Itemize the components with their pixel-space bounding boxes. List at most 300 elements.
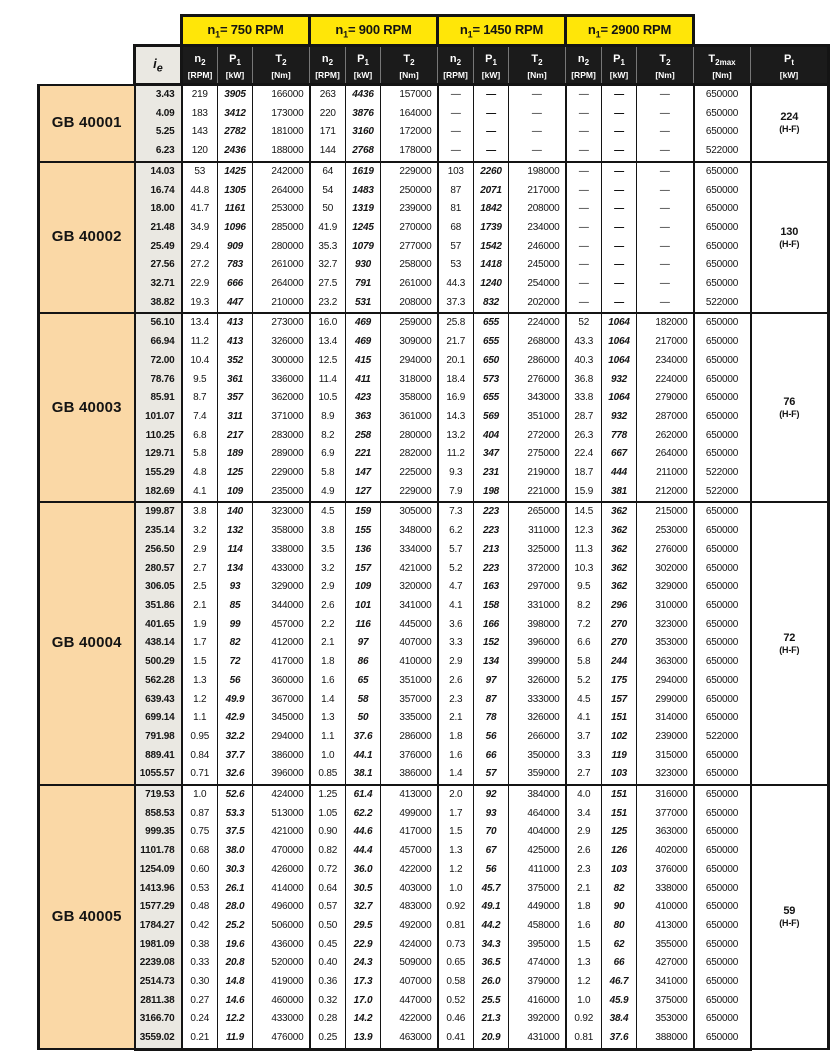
cell-t2max: 650000 xyxy=(694,275,751,294)
t2-900rpm-symbol: $T_2$ xyxy=(403,53,415,68)
table-row xyxy=(39,973,829,992)
cell-pt xyxy=(751,502,829,785)
cell-p1: 56 xyxy=(474,861,509,880)
t2-2900rpm-unit: [Nm] xyxy=(655,69,675,80)
cell-ie: 3559.02 xyxy=(135,1029,182,1049)
cell-n2: 0.30 xyxy=(182,973,218,992)
cell-p1: 32.6 xyxy=(218,765,253,785)
cell-p1: 151 xyxy=(602,709,637,728)
cell-n2: 1.4 xyxy=(310,691,346,710)
cell-p1: 45.7 xyxy=(474,880,509,899)
cell-p1: 3412 xyxy=(218,105,253,124)
cell-t2: 338000 xyxy=(637,880,694,899)
cell-ie: 256.50 xyxy=(135,541,182,560)
cell-p1: — xyxy=(602,294,637,314)
cell-n2: 5.8 xyxy=(566,653,602,672)
table-row xyxy=(39,653,829,672)
cell-n2: 26.3 xyxy=(566,427,602,446)
table-row xyxy=(39,238,829,257)
cell-p1: 1079 xyxy=(346,238,381,257)
cell-t2: 431000 xyxy=(509,1029,566,1049)
cell-n2: 20.1 xyxy=(438,352,474,371)
cell-t2: 229000 xyxy=(381,162,438,182)
cell-t2: 396000 xyxy=(509,634,566,653)
cell-t2: 326000 xyxy=(253,333,310,352)
cell-t2max: 650000 xyxy=(694,85,751,105)
cell-t2: 315000 xyxy=(637,747,694,766)
cell-ie: 2239.08 xyxy=(135,954,182,973)
cell-p1: 119 xyxy=(602,747,637,766)
cell-p1: 56 xyxy=(474,728,509,747)
cell-n2: 41.9 xyxy=(310,219,346,238)
cell-p1: 157 xyxy=(346,560,381,579)
table-row xyxy=(39,464,829,483)
cell-t2: 166000 xyxy=(253,85,310,105)
cell-t2: 410000 xyxy=(637,898,694,917)
cell-p1: 97 xyxy=(346,634,381,653)
t2-900rpm-unit: [Nm] xyxy=(399,69,419,80)
cell-t2: 399000 xyxy=(509,653,566,672)
cell-t2: 375000 xyxy=(509,880,566,899)
cell-p1: 2260 xyxy=(474,162,509,182)
cell-n2: 0.27 xyxy=(182,992,218,1011)
cell-p1: 125 xyxy=(218,464,253,483)
cell-p1: 82 xyxy=(218,634,253,653)
cell-t2max: 650000 xyxy=(694,371,751,390)
cell-p1: 151 xyxy=(602,805,637,824)
cell-t2: 499000 xyxy=(381,805,438,824)
cell-t2: 318000 xyxy=(381,371,438,390)
cell-n2: 0.38 xyxy=(182,936,218,955)
pt-value: 76 xyxy=(783,395,796,408)
cell-n2: 0.95 xyxy=(182,728,218,747)
cell-n2: 0.48 xyxy=(182,898,218,917)
cell-t2: 353000 xyxy=(637,634,694,653)
cell-ie: 14.03 xyxy=(135,162,182,182)
cell-p1: 101 xyxy=(346,597,381,616)
cell-t2: 445000 xyxy=(381,616,438,635)
cell-n2: 1.9 xyxy=(182,616,218,635)
cell-n2: 4.5 xyxy=(566,691,602,710)
cell-t2: 229000 xyxy=(253,464,310,483)
cell-p1: 3160 xyxy=(346,123,381,142)
cell-n2: 1.3 xyxy=(310,709,346,728)
cell-ie: 351.86 xyxy=(135,597,182,616)
cell-t2max: 650000 xyxy=(694,898,751,917)
cell-t2: 402000 xyxy=(637,842,694,861)
cell-t2: 388000 xyxy=(637,1029,694,1049)
cell-t2: 264000 xyxy=(253,182,310,201)
speed-header-750-rpm: $n_1= 750$ RPM xyxy=(182,16,310,46)
pt-value: 72 xyxy=(783,631,796,644)
cell-p1: 37.6 xyxy=(346,728,381,747)
cell-n2: 8.2 xyxy=(566,597,602,616)
cell-p1: 363 xyxy=(346,408,381,427)
cell-t2: 396000 xyxy=(253,765,310,785)
cell-p1: 17.3 xyxy=(346,973,381,992)
cell-t2: 329000 xyxy=(253,578,310,597)
cell-t2: 424000 xyxy=(381,936,438,955)
cell-t2: 422000 xyxy=(381,1010,438,1029)
cell-n2: — xyxy=(566,294,602,314)
cell-n2: 2.3 xyxy=(566,861,602,880)
cell-p1: 157 xyxy=(602,691,637,710)
group-label: GB 40002 xyxy=(39,162,135,314)
cell-ie: 1981.09 xyxy=(135,936,182,955)
cell-t2max: 650000 xyxy=(694,182,751,201)
cell-p1: 46.7 xyxy=(602,973,637,992)
cell-n2: — xyxy=(438,123,474,142)
t2-2900rpm-symbol: $T_2$ xyxy=(659,53,671,68)
cell-n2: 12.3 xyxy=(566,522,602,541)
pt-unit: [kW] xyxy=(779,69,799,80)
cell-p1: 66 xyxy=(602,954,637,973)
speed-header-1450-rpm: $n_1= 1450$ RPM xyxy=(438,16,566,46)
cell-ie: 1101.78 xyxy=(135,842,182,861)
pt-note: (H-F) xyxy=(779,918,800,929)
cell-p1: 125 xyxy=(602,823,637,842)
t2max-unit: [Nm] xyxy=(712,69,732,80)
cell-n2: 18.4 xyxy=(438,371,474,390)
table-row xyxy=(39,200,829,219)
cell-p1: 20.8 xyxy=(218,954,253,973)
cell-p1: — xyxy=(474,123,509,142)
cell-p1: 78 xyxy=(474,709,509,728)
cell-n2: 143 xyxy=(182,123,218,142)
cell-t2: 268000 xyxy=(509,333,566,352)
cell-t2: 215000 xyxy=(637,502,694,522)
cell-n2: 0.24 xyxy=(182,1010,218,1029)
cell-t2: 506000 xyxy=(253,917,310,936)
col-header-t2-1450rpm xyxy=(509,46,566,85)
cell-n2: 7.9 xyxy=(438,483,474,503)
cell-t2: 476000 xyxy=(253,1029,310,1049)
cell-p1: 87 xyxy=(474,691,509,710)
cell-ie: 280.57 xyxy=(135,560,182,579)
cell-n2: 0.50 xyxy=(310,917,346,936)
cell-n2: 1.25 xyxy=(310,785,346,805)
cell-p1: 362 xyxy=(602,502,637,522)
cell-n2: 5.2 xyxy=(438,560,474,579)
cell-t2: 376000 xyxy=(381,747,438,766)
cell-ie: 306.05 xyxy=(135,578,182,597)
cell-n2: 0.40 xyxy=(310,954,346,973)
corner-blank-right xyxy=(694,16,829,46)
cell-n2: — xyxy=(566,182,602,201)
cell-t2max: 650000 xyxy=(694,785,751,805)
cell-p1: 655 xyxy=(474,389,509,408)
cell-t2: 333000 xyxy=(509,691,566,710)
cell-p1: — xyxy=(602,219,637,238)
cell-n2: 3.8 xyxy=(310,522,346,541)
cell-t2: 341000 xyxy=(381,597,438,616)
cell-n2: 14.5 xyxy=(566,502,602,522)
cell-p1: 573 xyxy=(474,371,509,390)
cell-p1: 57 xyxy=(474,765,509,785)
col-header-p1-750rpm xyxy=(218,46,253,85)
cell-ie: 500.29 xyxy=(135,653,182,672)
cell-t2max: 650000 xyxy=(694,541,751,560)
cell-n2: 0.42 xyxy=(182,917,218,936)
cell-n2: 1.6 xyxy=(438,747,474,766)
cell-p1: 38.4 xyxy=(602,1010,637,1029)
cell-t2: 483000 xyxy=(381,898,438,917)
cell-t2: 386000 xyxy=(253,747,310,766)
cell-p1: 82 xyxy=(602,880,637,899)
cell-t2: 413000 xyxy=(637,917,694,936)
cell-p1: 67 xyxy=(474,842,509,861)
cell-t2max: 650000 xyxy=(694,352,751,371)
cell-t2: 457000 xyxy=(381,842,438,861)
cell-t2: 375000 xyxy=(637,992,694,1011)
cell-t2: 178000 xyxy=(381,142,438,162)
cell-t2: — xyxy=(637,294,694,314)
cell-n2: 1.4 xyxy=(438,765,474,785)
cell-t2: 262000 xyxy=(637,427,694,446)
cell-n2: 8.7 xyxy=(182,389,218,408)
cell-p1: 1240 xyxy=(474,275,509,294)
cell-t2: 371000 xyxy=(253,408,310,427)
cell-p1: 93 xyxy=(474,805,509,824)
cell-t2: — xyxy=(637,85,694,105)
cell-t2: 310000 xyxy=(637,597,694,616)
cell-t2: — xyxy=(637,200,694,219)
cell-n2: 6.6 xyxy=(566,634,602,653)
cell-p1: 126 xyxy=(602,842,637,861)
cell-n2: 144 xyxy=(310,142,346,162)
cell-t2: — xyxy=(637,162,694,182)
cell-p1: 103 xyxy=(602,861,637,880)
cell-p1: 99 xyxy=(218,616,253,635)
cell-n2: 1.3 xyxy=(182,672,218,691)
cell-t2: 427000 xyxy=(637,954,694,973)
cell-t2: 376000 xyxy=(637,861,694,880)
cell-p1: 213 xyxy=(474,541,509,560)
table-row xyxy=(39,483,829,503)
cell-t2: — xyxy=(637,142,694,162)
cell-n2: 263 xyxy=(310,85,346,105)
cell-t2: 173000 xyxy=(253,105,310,124)
group-label: GB 40004 xyxy=(39,502,135,785)
cell-p1: 42.9 xyxy=(218,709,253,728)
cell-t2: 311000 xyxy=(509,522,566,541)
cell-p1: 12.2 xyxy=(218,1010,253,1029)
cell-t2: 358000 xyxy=(253,522,310,541)
cell-n2: 0.58 xyxy=(438,973,474,992)
cell-t2: — xyxy=(509,85,566,105)
t2-1450rpm-unit: [Nm] xyxy=(527,69,547,80)
col-header-t2-900rpm xyxy=(381,46,438,85)
cell-t2: 474000 xyxy=(509,954,566,973)
cell-t2: 433000 xyxy=(253,1010,310,1029)
col-header-p1-1450rpm xyxy=(474,46,509,85)
cell-n2: 0.87 xyxy=(182,805,218,824)
table-row xyxy=(39,522,829,541)
cell-n2: 0.28 xyxy=(310,1010,346,1029)
cell-p1: 3876 xyxy=(346,105,381,124)
cell-n2: 8.9 xyxy=(310,408,346,427)
cell-t2: 359000 xyxy=(509,765,566,785)
cell-t2max: 650000 xyxy=(694,578,751,597)
cell-p1: 347 xyxy=(474,445,509,464)
cell-p1: 189 xyxy=(218,445,253,464)
cell-n2: 1.8 xyxy=(310,653,346,672)
cell-p1: 158 xyxy=(474,597,509,616)
cell-p1: 932 xyxy=(602,408,637,427)
cell-n2: 10.4 xyxy=(182,352,218,371)
cell-n2: 15.9 xyxy=(566,483,602,503)
cell-t2max: 650000 xyxy=(694,1010,751,1029)
table-row xyxy=(39,541,829,560)
cell-n2: 4.1 xyxy=(438,597,474,616)
cell-n2: 0.90 xyxy=(310,823,346,842)
n2-900rpm-symbol: $n_2$ xyxy=(321,53,334,68)
table-row xyxy=(39,691,829,710)
cell-n2: 44.3 xyxy=(438,275,474,294)
cell-ie: 1055.57 xyxy=(135,765,182,785)
pt-value: 224 xyxy=(780,111,799,124)
cell-t2: 520000 xyxy=(253,954,310,973)
cell-p1: 44.2 xyxy=(474,917,509,936)
cell-n2: 57 xyxy=(438,238,474,257)
cell-p1: 86 xyxy=(346,653,381,672)
cell-pt xyxy=(751,162,829,314)
cell-t2: 314000 xyxy=(637,709,694,728)
cell-n2: 3.4 xyxy=(566,805,602,824)
cell-t2: 283000 xyxy=(253,427,310,446)
cell-t2: 464000 xyxy=(509,805,566,824)
cell-n2: 7.4 xyxy=(182,408,218,427)
cell-ie: 199.87 xyxy=(135,502,182,522)
cell-ie: 66.94 xyxy=(135,333,182,352)
cell-t2max: 650000 xyxy=(694,823,751,842)
cell-t2: 403000 xyxy=(381,880,438,899)
table-row xyxy=(39,917,829,936)
cell-n2: 2.3 xyxy=(438,691,474,710)
cell-t2: 412000 xyxy=(253,634,310,653)
cell-n2: 171 xyxy=(310,123,346,142)
cell-p1: 1319 xyxy=(346,200,381,219)
cell-n2: 13.2 xyxy=(438,427,474,446)
cell-n2: — xyxy=(566,275,602,294)
table-header xyxy=(39,16,829,85)
table-row xyxy=(39,445,829,464)
cell-n2: 22.9 xyxy=(182,275,218,294)
cell-t2: 224000 xyxy=(509,313,566,333)
cell-t2: 261000 xyxy=(253,256,310,275)
cell-ie: 401.65 xyxy=(135,616,182,635)
cell-ie: 858.53 xyxy=(135,805,182,824)
cell-p1: 26.1 xyxy=(218,880,253,899)
cell-p1: 32.7 xyxy=(346,898,381,917)
cell-t2: 273000 xyxy=(253,313,310,333)
cell-p1: 1425 xyxy=(218,162,253,182)
cell-t2: 182000 xyxy=(637,313,694,333)
cell-p1: 175 xyxy=(602,672,637,691)
cell-p1: 1542 xyxy=(474,238,509,257)
n2-2900rpm-symbol: $n_2$ xyxy=(577,53,590,68)
cell-t2: 210000 xyxy=(253,294,310,314)
cell-t2: 221000 xyxy=(509,483,566,503)
cell-n2: 183 xyxy=(182,105,218,124)
cell-t2: 447000 xyxy=(381,992,438,1011)
cell-t2max: 650000 xyxy=(694,219,751,238)
col-header-p1-900rpm xyxy=(346,46,381,85)
cell-t2: 287000 xyxy=(637,408,694,427)
cell-p1: 2071 xyxy=(474,182,509,201)
pt-value: 130 xyxy=(780,225,799,238)
cell-n2: 0.52 xyxy=(438,992,474,1011)
cell-n2: 0.71 xyxy=(182,765,218,785)
cell-n2: 0.75 xyxy=(182,823,218,842)
cell-t2: 417000 xyxy=(381,823,438,842)
cell-n2: 0.85 xyxy=(310,765,346,785)
cell-p1: — xyxy=(602,162,637,182)
cell-ie: 78.76 xyxy=(135,371,182,390)
cell-n2: 3.5 xyxy=(310,541,346,560)
cell-t2: — xyxy=(637,219,694,238)
cell-ie: 889.41 xyxy=(135,747,182,766)
table-row xyxy=(39,123,829,142)
cell-p1: 1064 xyxy=(602,352,637,371)
cell-t2: — xyxy=(637,256,694,275)
cell-t2: 425000 xyxy=(509,842,566,861)
cell-t2: 353000 xyxy=(637,1010,694,1029)
cell-n2: — xyxy=(438,142,474,162)
cell-p1: 270 xyxy=(602,616,637,635)
cell-p1: 1064 xyxy=(602,333,637,352)
cell-n2: 12.5 xyxy=(310,352,346,371)
table-row xyxy=(39,85,829,105)
cell-p1: — xyxy=(602,182,637,201)
cell-ie: 4.09 xyxy=(135,105,182,124)
cell-t2: — xyxy=(509,123,566,142)
cell-p1: 49.1 xyxy=(474,898,509,917)
cell-n2: 44.8 xyxy=(182,182,218,201)
cell-p1: 62.2 xyxy=(346,805,381,824)
t2-1450rpm-symbol: $T_2$ xyxy=(531,53,543,68)
cell-t2: 239000 xyxy=(381,200,438,219)
cell-t2: 358000 xyxy=(381,389,438,408)
cell-t2: 424000 xyxy=(253,785,310,805)
cell-n2: 0.68 xyxy=(182,842,218,861)
cell-p1: 166 xyxy=(474,616,509,635)
cell-t2: 250000 xyxy=(381,182,438,201)
cell-p1: 38.0 xyxy=(218,842,253,861)
table-row xyxy=(39,427,829,446)
table-row xyxy=(39,408,829,427)
cell-t2: 320000 xyxy=(381,578,438,597)
cell-t2: 413000 xyxy=(381,785,438,805)
cell-t2: 386000 xyxy=(381,765,438,785)
cell-t2: 198000 xyxy=(509,162,566,182)
speed-header-900-rpm: $n_1= 900$ RPM xyxy=(310,16,438,46)
cell-t2: 326000 xyxy=(509,709,566,728)
cell-p1: 14.2 xyxy=(346,1010,381,1029)
cell-p1: — xyxy=(602,256,637,275)
cell-p1: 26.0 xyxy=(474,973,509,992)
cell-p1: 147 xyxy=(346,464,381,483)
cell-t2max: 650000 xyxy=(694,880,751,899)
cell-p1: 90 xyxy=(602,898,637,917)
cell-t2: 258000 xyxy=(381,256,438,275)
cell-t2: 335000 xyxy=(381,709,438,728)
cell-p1: 22.9 xyxy=(346,936,381,955)
cell-t2: — xyxy=(509,142,566,162)
p1-2900rpm-symbol: $P_1$ xyxy=(613,53,625,68)
cell-t2max: 650000 xyxy=(694,560,751,579)
cell-t2: 348000 xyxy=(381,522,438,541)
